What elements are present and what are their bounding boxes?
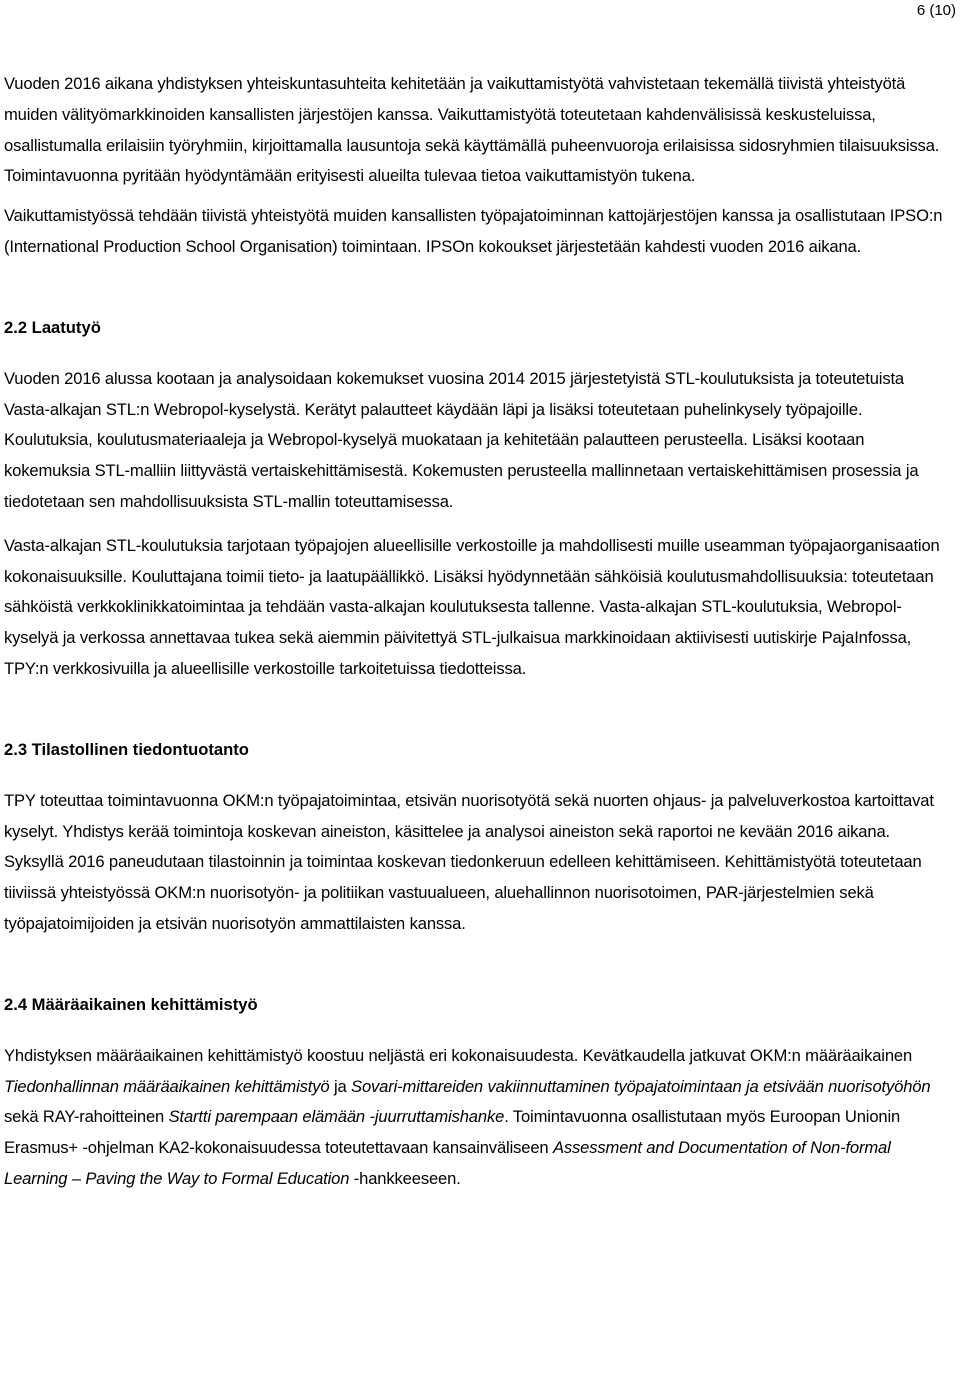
- intro-paragraph-1: [4, 69, 952, 192]
- intro-paragraph-1-part-b: Toimintavuonna pyritään hyödyntämään erityisesti alueilta tulevaa tietoa vaikuttamistyön tukena.: [4, 166, 696, 186]
- section-2-3-paragraph-1: TPY toteuttaa toimintavuonna OKM:n työpajatoimintaa, etsivän nuorisotyötä sekä nuorten ohjaus- ja palveluverkostoa kartoittavat kyselyt. Yhdistys kerää toimintoja koskevan aineiston, käsittelee ja analysoi aineiston sekä raportoi ne kevään 2016 aikana. Syksyllä 2016 paneudutaan tilastoinnin ja toimintaa koskevan tiedonkeruun edelleen kehittämiseen. Kehittämistyötä toteutetaan tiiviissä yhteistyössä OKM:n nuorisotyön- ja politiikan vastuualueen, aluehallinnon nuorisotoimen, PAR-järjestelmien sekä työpajatoimijoiden ja etsivän nuorisotyön ammattilaisten kanssa.: [4, 790, 934, 933]
- section-2-4-heading: 2.4 Määräaikainen kehittämistyö: [4, 994, 258, 1014]
- section-2-4-text-5: -hankkeeseen.: [349, 1168, 461, 1188]
- project-title-tiedonhallinta: Tiedonhallinnan määräaikainen kehittämistyö: [4, 1076, 330, 1096]
- page-number: 6 (10): [916, 2, 956, 19]
- section-2-4-paragraph-1: [4, 1041, 952, 1195]
- section-2-4-text-1: Yhdistyksen määräaikainen kehittämistyö koostuu neljästä eri kokonaisuudesta. Kevätkaudella jatkuvat OKM:n määräaikainen: [4, 1045, 913, 1065]
- section-2-2-paragraph-2: Vasta-alkajan STL-koulutuksia tarjotaan työpajojen alueellisille verkostoille ja mahdollisesti muille useamman työpajaorganisaation kokonaisuuksille. Kouluttajana toimii tieto- ja laatupäällikkö. Lisäksi hyödynnetään sähköisiä koulutusmahdollisuuksia: toteutetaan sähköistä verkkoklinikkatoimintaa ja tehdään vasta-alkajan koulutuksesta tallenne. Vasta-alkajan STL-koulutuksia, Webropol-kyselyä ja verkossa annettavaa tukea sekä aiemmin päivitettyä STL-julkaisua markkinoidaan aktiivisesti uutiskirje PajaInfossa, TPY:n verkkosivuilla ja alueellisille verkostoille tarkoitetuissa tiedotteissa.: [4, 535, 940, 678]
- section-2-3-heading: 2.3 Tilastollinen tiedontuotanto: [4, 739, 249, 759]
- document-body: [4, 69, 952, 1195]
- section-2-4-text-4: . Toimintavuonna osallistutaan myös Euroopan Unionin Erasmus+ -ohjelman KA2-kokonaisuudessa toteutettavaan kansainväliseen: [4, 1107, 901, 1158]
- section-2-4-text-2: ja: [329, 1076, 352, 1096]
- intro-paragraph-2: Vaikuttamistyössä tehdään tiivistä yhteistyötä muiden kansallisten työpajatoiminnan kattojärjestöjen kanssa ja osallistutaan IPSO:n (International Production School Organisation) toimintaan. IPSOn kokoukset järjestetään kahdesti vuoden 2016 aikana.: [4, 206, 943, 256]
- intro-paragraph-1-part-a: Vuoden 2016 aikana yhdistyksen yhteiskuntasuhteita kehitetään ja vaikuttamistyötä vahvistetaan tekemällä tiivistä yhteistyötä muiden välityömarkkinoiden kansallisten järjestöjen kanssa. Vaikuttamistyötä toteutetaan kahdenvälisissä keskusteluissa, osallistumalla erilaisiin työryhmiin, kirjoittamalla lausuntoja sekä käyttämällä puheenvuoroja erilaisissa sidosryhmien tilaisuuksissa.: [4, 74, 940, 155]
- project-title-startti: Startti parempaan elämään -juurruttamishanke: [168, 1107, 505, 1127]
- section-2-2-paragraph-1: Vuoden 2016 alussa kootaan ja analysoidaan kokemukset vuosina 2014 2015 järjestetyistä STL-koulutuksista ja toteutetuista Vasta-alkajan STL:n Webropol-kyselystä. Kerätyt palautteet käydään läpi ja lisäksi toteutetaan puhelinkysely työpajoille. Koulutuksia, koulutusmateriaaleja ja Webropol-kyselyä muokataan ja kehitetään palautteen perusteella. Lisäksi kootaan kokemuksia STL-malliin liittyvästä vertaiskehittämisestä. Kokemusten perusteella mallinnetaan vertaiskehittämisen prosessia ja tiedotetaan sen mahdollisuuksista STL-mallin toteuttamisessa.: [4, 368, 919, 511]
- section-2-2-heading: 2.2 Laatutyö: [4, 317, 101, 337]
- project-title-erasmus: Assessment and Documentation of Non-formal Learning – Paving the Way to Formal Education: [4, 1138, 891, 1188]
- section-2-4-text-3: sekä RAY-rahoitteinen: [4, 1107, 169, 1127]
- project-title-sovari: Sovari-mittareiden vakiinnuttaminen työpajatoimintaan ja etsivään nuorisotyöhön: [351, 1076, 931, 1096]
